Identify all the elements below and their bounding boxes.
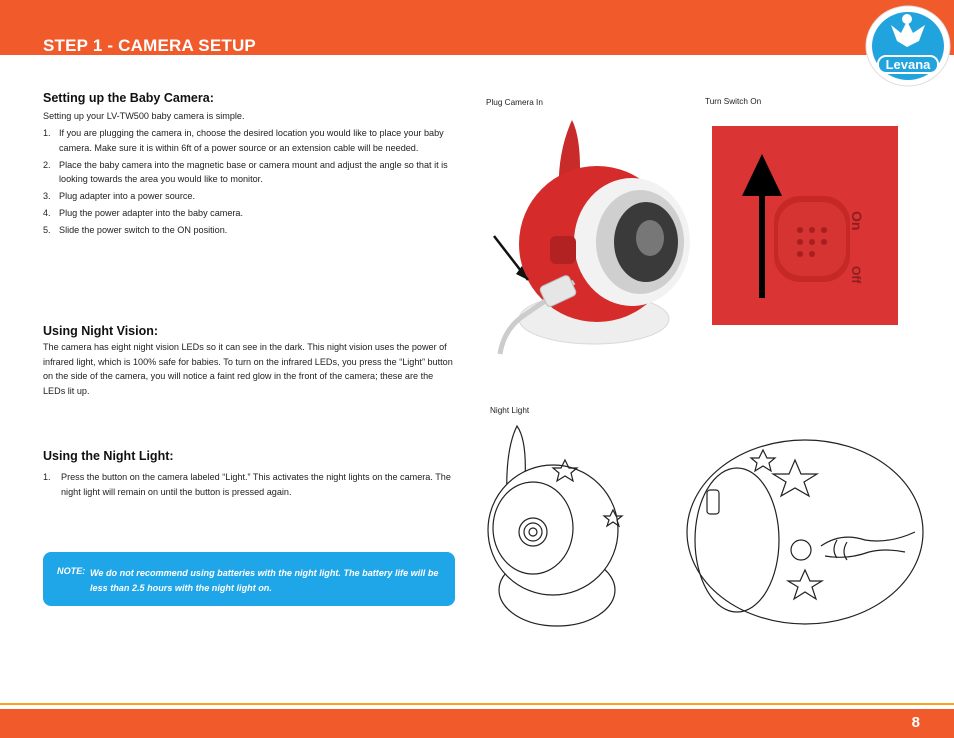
note-text: We do not recommend using batteries with the night light. The battery life will be less than 2.5 hours with the night light on. [90, 568, 439, 593]
night-vision-heading: Using Night Vision: [43, 324, 159, 338]
list-item [43, 189, 453, 204]
note-label: NOTE: [57, 566, 86, 576]
setup-heading: Setting up the Baby Camera: [43, 91, 214, 105]
step-text: Plug adapter into a power source. [59, 191, 195, 201]
step-text: Press the button on the camera labeled “Light.” This activates the night lights on the camera. The night light will remain on until the button is pressed again. [61, 472, 451, 497]
logo-text: Levana [885, 57, 931, 72]
step-text: Slide the power switch to the ON position. [59, 225, 228, 235]
list-item [43, 126, 453, 155]
night-light-steps-list [43, 470, 453, 502]
step-number: 2. [43, 159, 51, 170]
list-item [43, 206, 453, 221]
levana-logo [863, 3, 953, 88]
caption-turn-switch: Turn Switch On [705, 97, 762, 106]
turn-switch-photo [712, 126, 898, 325]
step-number: 4. [43, 208, 51, 218]
night-vision-text: The camera has eight night vision LEDs so it can see in the dark. This night vision uses the power of infrared light, which is 100% safe for babies. To turn on the infrared LEDs, you press the “Light” button on the side of the camera, you will notice a faint red glow in the front of the camera; these are the LEDs lit up. [43, 342, 453, 396]
list-item [43, 470, 453, 499]
switch-on-label: On [849, 211, 865, 231]
setup-intro: Setting up your LV-TW500 baby camera is simple. [43, 111, 245, 121]
page-title: STEP 1 - CAMERA SETUP [43, 36, 256, 55]
caption-night-light: Night Light [490, 406, 530, 415]
footer-accent-line [0, 703, 954, 705]
footer-bar [0, 709, 954, 738]
step-text: Place the baby camera into the magnetic base or camera mount and adjust the angle so that it is looking towards the area you would like to monitor. [59, 159, 448, 184]
step-number: 1. [43, 128, 51, 138]
page-number: 8 [911, 714, 920, 731]
note-box [43, 552, 455, 606]
setup-steps-list [43, 126, 453, 240]
plug-camera-photo [482, 114, 692, 364]
step-number: 3. [43, 191, 51, 201]
night-light-illustration [485, 420, 925, 635]
switch-off-label: Off [849, 266, 863, 284]
caption-plug-camera: Plug Camera In [486, 98, 543, 107]
night-light-heading: Using the Night Light: [43, 449, 174, 463]
step-number: 1. [43, 472, 51, 482]
step-text: Plug the power adapter into the baby camera. [59, 208, 244, 218]
step-text: If you are plugging the camera in, choose the desired location you would like to place your baby camera. Make sure it is within 6ft of a power source or an extension cable will be needed. [59, 128, 444, 153]
step-number: 5. [43, 225, 51, 235]
list-item [43, 223, 453, 238]
list-item [43, 158, 453, 187]
